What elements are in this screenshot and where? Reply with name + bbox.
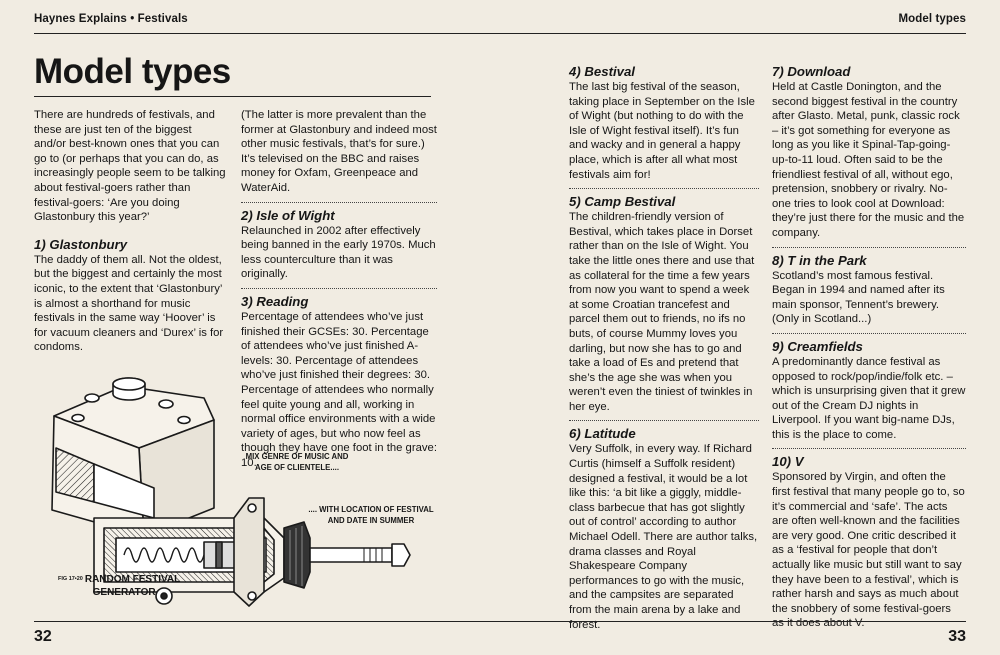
figure-label-mix: MIX GENRE OF MUSIC AND AGE OF CLIENTELE.... — [245, 452, 349, 472]
running-header-right: Model types — [898, 13, 966, 25]
festival-body-v: Sponsored by Virgin, and often the first festival that many people go to, so it’s commercial and ‘safe’. The acts are often well-known and the facilities are very good. One critic described it as a ‘festival for people that don’t actually like music but still want to say they have been to a festival’, which is rather harsh and says as much about the snobbery of some festival-goers as it does about V. — [772, 471, 965, 630]
festival-body-creamfields: A predominantly dance festival as opposed to rock/pop/indie/folk etc. – which is unsurprising given that it grew out of the Cream DJ nights in Liverpool. If you want big-name DJs, this is the place to come. — [772, 355, 966, 441]
page-title: Model types — [34, 52, 231, 91]
festival-heading-glastonbury: 1) Glastonbury — [34, 236, 128, 252]
dotted-divider — [241, 202, 437, 203]
dotted-divider — [772, 448, 966, 449]
dotted-divider — [569, 188, 759, 189]
festival-heading-creamfields: 9) Creamfields — [772, 338, 863, 354]
dotted-divider — [772, 247, 966, 248]
festival-body-camp-bestival: The children-friendly version of Bestival, which takes place in Dorset rather than on the Isle of Wight. You take the little ones there and use that as collateral for the time a few years from now you want to spend a week at some Croatian trancefest and parcel them out to friends, no ifs no buts, of course Mummy loves you darling, but now she has to go and take a load of Es and pretend that she’s the age she was when you weren’t even the tiniest of twinkles in her eye. — [569, 211, 755, 413]
figure-caption-line-2: GENERATOR — [92, 587, 156, 598]
festival-heading-isle-of-wight: 2) Isle of Wight — [241, 207, 335, 223]
column-4 — [772, 64, 966, 631]
column-3 — [569, 64, 759, 632]
festival-body-t-in-the-park: Scotland’s most famous festival. Began in 1994 and named after its main sponsor, Tennent’s brewery. (Only in Scotland...) — [772, 269, 945, 326]
figure-label-location: .... WITH LOCATION OF FESTIVAL AND DATE IN SUMMER — [308, 505, 434, 525]
festival-heading-latitude: 6) Latitude — [569, 426, 636, 442]
column-1 — [34, 108, 226, 355]
festival-body-glastonbury-continued: (The latter is more prevalent than the former at Glastonbury and indeed most other music festivals, that’s for sure.) It’s televised on the BBC and raises money for Oxfam, Greenpeace and WaterAid. — [241, 109, 437, 194]
festival-body-bestival: The last big festival of the season, taking place in September on the Isle of Wight (but nothing to do with the Isle of Wight festival itself). It’s fun and wacky and in general a happy place, which is after all what most festivals aim for! — [569, 81, 755, 181]
festival-heading-bestival: 4) Bestival — [569, 64, 635, 79]
festival-heading-v: 10) V — [772, 454, 804, 470]
dotted-divider — [569, 420, 759, 421]
footer-rule — [34, 621, 966, 622]
title-rule — [34, 96, 431, 97]
dotted-divider — [772, 333, 966, 334]
festival-heading-camp-bestival: 5) Camp Bestival — [569, 194, 676, 210]
cutaway-machine-illustration — [34, 368, 444, 608]
page-number-left: 32 — [34, 628, 52, 645]
intro-paragraph: There are hundreds of festivals, and these are just ten of the biggest and/or best-known ones that you can go to (or perhaps that you can do, as increasingly people seem to be talking about festival-goers rather than festival-goers: ‘Are you doing Glastonbury this year?’ — [34, 109, 226, 224]
festival-body-download: Held at Castle Donington, and the second biggest festival in the country after Glasto. Metal, punk, classic rock – it’s got something for everyone as long as you like it Spinal-Tap-going-up-to-11 loud. Often said to be the friendliest festival of all, without ego, pretension, snobbery or rivalry. No-one tries to look cool at Download: they’re just there for the music and the company. — [772, 81, 965, 239]
festival-body-latitude: Very Suffolk, in every way. If Richard Curtis (himself a Suffolk resident) designed a festival, it would be a lot like this: ‘a bit like a giggly, middle-class barbecue that has got slightly out of control’ according to author Michael Odell. There are author talks, drama classes and Royal Shakespeare Company performances to go with the music, and the campsites are separated from the main arena by a lake and forest. — [569, 443, 758, 631]
festival-heading-download: 7) Download — [772, 64, 851, 79]
festival-body-glastonbury: The daddy of them all. Not the oldest, but the biggest and certainly the most iconic, to the extent that ‘Glastonbury’ is almost a shorthand for music festivals in the same way ‘Hoover’ is for vacuum cleaners and ‘Durex’ is for condoms. — [34, 253, 224, 354]
festival-heading-reading: 3) Reading — [241, 293, 309, 309]
running-header-left: Haynes Explains • Festivals — [34, 13, 188, 25]
random-festival-generator-figure — [34, 368, 444, 608]
festival-body-isle-of-wight: Relaunched in 2002 after effectively being banned in the early 1970s. Much less counterculture than it was originally. — [241, 224, 436, 281]
festival-body-reading: Percentage of attendees who’ve just finished their GCSEs: 30. Percentage of attendees who’ve just finished A-levels: 30. Percentage of attendees who’ve just finished their degrees: 30. Percentage of attendees who normally feel quite young and all, working in normal office environments with a wide variety of ages, but who now feel as though they have one foot in the grave: 10. — [241, 310, 437, 469]
header-rule — [34, 33, 966, 34]
figure-caption — [58, 573, 180, 599]
dotted-divider — [241, 288, 437, 289]
figure-caption-line-1: RANDOM FESTIVAL — [84, 574, 181, 585]
figure-number: FIG 17•20 — [58, 576, 83, 582]
page-number-right: 33 — [948, 628, 966, 645]
festival-heading-t-in-the-park: 8) T in the Park — [772, 252, 867, 268]
